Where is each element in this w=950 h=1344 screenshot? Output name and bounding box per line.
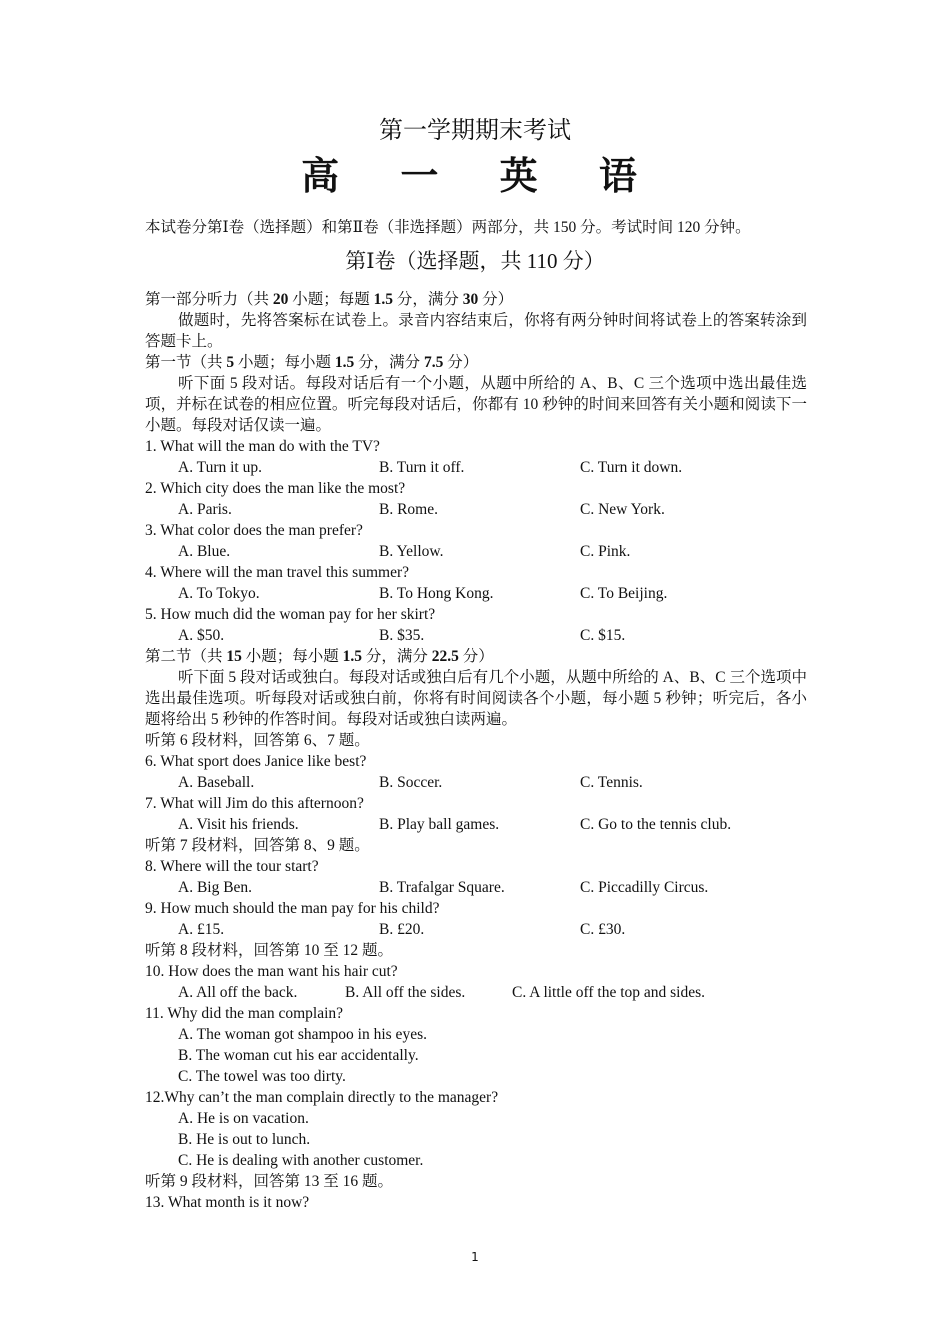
material-8-heading: 听第 8 段材料，回答第 10 至 12 题。: [145, 942, 394, 959]
question-3-options: [145, 541, 807, 562]
question-1: 1. What will the man do with the TV?: [145, 438, 380, 455]
question-10-options: [145, 982, 807, 1003]
option-a: A. £15.: [178, 921, 225, 938]
part1-title: 第一节（共 5 小题；每小题 1.5 分，满分 7.5 分）: [145, 354, 479, 371]
option-a: A. Big Ben.: [178, 879, 253, 896]
question-3: 3. What color does the man prefer?: [145, 522, 363, 539]
question-13: 13. What month is it now?: [145, 1194, 310, 1211]
option-b: B. Turn it off.: [379, 459, 465, 476]
option-b: B. All off the sides.: [345, 984, 466, 1001]
question-4-options: [145, 583, 807, 604]
question-10: 10. How does the man want his hair cut?: [145, 963, 398, 980]
option-c: C. The towel was too dirty.: [178, 1068, 346, 1085]
option-b: B. He is out to lunch.: [178, 1131, 311, 1148]
question-1-options: [145, 457, 807, 478]
option-c: C. Pink.: [580, 543, 631, 560]
listening-section-title: 第一部分听力（共 20 小题；每题 1.5 分，满分 30 分）: [145, 291, 514, 308]
option-c: C. A little off the top and sides.: [512, 984, 706, 1001]
option-c: C. New York.: [580, 501, 665, 518]
part1-instructions: 听下面 5 段对话。每段对话后有一个小题，从题中所给的 A、B、C 三个选项中选出最佳选项，并标在试卷的相应位置。听完每段对话后，你都有 10 秒钟的时间来回答有关小题和阅读下一小题。每段对话仅读一遍。: [145, 375, 807, 434]
exam-title: 第一学期期末考试: [379, 116, 571, 144]
option-a: A. Blue.: [178, 543, 231, 560]
option-c: C. $15.: [580, 627, 626, 644]
question-12: 12.Why can’t the man complain directly to the manager?: [145, 1089, 499, 1106]
option-b: B. To Hong Kong.: [379, 585, 494, 602]
exam-body: [145, 289, 807, 1213]
part2-title: 第二节（共 15 小题；每小题 1.5 分，满分 22.5 分）: [145, 648, 494, 665]
question-5-options: [145, 625, 807, 646]
part-one-heading: 第Ⅰ卷（选择题，共 110 分）: [345, 249, 605, 273]
question-6: 6. What sport does Janice like best?: [145, 753, 367, 770]
option-a: A. $50.: [178, 627, 225, 644]
option-c: C. He is dealing with another customer.: [178, 1152, 424, 1169]
option-a: A. He is on vacation.: [178, 1110, 309, 1127]
option-a: A. To Tokyo.: [178, 585, 260, 602]
option-b: B. The woman cut his ear accidentally.: [178, 1047, 419, 1064]
option-b: B. $35.: [379, 627, 425, 644]
option-c: C. Tennis.: [580, 774, 643, 791]
option-a: A. Paris.: [178, 501, 232, 518]
material-6-heading: 听第 6 段材料，回答第 6、7 题。: [145, 732, 370, 749]
option-c: C. Go to the tennis club.: [580, 816, 732, 833]
question-5: 5. How much did the woman pay for her skirt?: [145, 606, 436, 623]
question-4: 4. Where will the man travel this summer?: [145, 564, 409, 581]
option-b: B. Rome.: [379, 501, 438, 518]
page-number: 1: [471, 1250, 479, 1264]
question-8: 8. Where will the tour start?: [145, 858, 319, 875]
option-b: B. Soccer.: [379, 774, 443, 791]
option-b: B. Yellow.: [379, 543, 444, 560]
subject-title: 高 一 英 语: [301, 154, 661, 198]
option-a: A. Turn it up.: [178, 459, 262, 476]
question-11: 11. Why did the man complain?: [145, 1005, 344, 1022]
option-a: A. The woman got shampoo in his eyes.: [178, 1026, 427, 1043]
question-9: 9. How much should the man pay for his child?: [145, 900, 440, 917]
part2-instructions: 听下面 5 段对话或独白。每段对话或独白后有几个小题，从题中所给的 A、B、C 三个选项中选出最佳选项。听每段对话或独白前，你将有时间阅读各个小题，每小题 5 秒钟；听完后，各小题将给出 5 秒钟的作答时间。每段对话或独白读两遍。: [145, 669, 807, 728]
question-2: 2. Which city does the man like the most?: [145, 480, 406, 497]
question-2-options: [145, 499, 807, 520]
option-c: C. Turn it down.: [580, 459, 683, 476]
option-a: A. Visit his friends.: [178, 816, 299, 833]
option-c: C. Piccadilly Circus.: [580, 879, 709, 896]
material-7-heading: 听第 7 段材料，回答第 8、9 题。: [145, 837, 370, 854]
question-8-options: [145, 877, 807, 898]
option-a: A. All off the back.: [178, 984, 298, 1001]
option-c: C. To Beijing.: [580, 585, 668, 602]
option-b: B. Trafalgar Square.: [379, 879, 505, 896]
question-7: 7. What will Jim do this afternoon?: [145, 795, 364, 812]
listening-instructions: 做题时，先将答案标在试卷上。录音内容结束后，你将有两分钟时间将试卷上的答案转涂到答题卡上。: [145, 312, 807, 350]
exam-intro: 本试卷分第Ⅰ卷（选择题）和第Ⅱ卷（非选择题）两部分，共 150 分。考试时间 120 分钟。: [145, 219, 751, 236]
option-b: B. £20.: [379, 921, 425, 938]
material-9-heading: 听第 9 段材料，回答第 13 至 16 题。: [145, 1173, 394, 1190]
option-c: C. £30.: [580, 921, 626, 938]
option-a: A. Baseball.: [178, 774, 255, 791]
question-7-options: [145, 814, 807, 835]
option-b: B. Play ball games.: [379, 816, 500, 833]
question-6-options: [145, 772, 807, 793]
question-9-options: [145, 919, 807, 940]
